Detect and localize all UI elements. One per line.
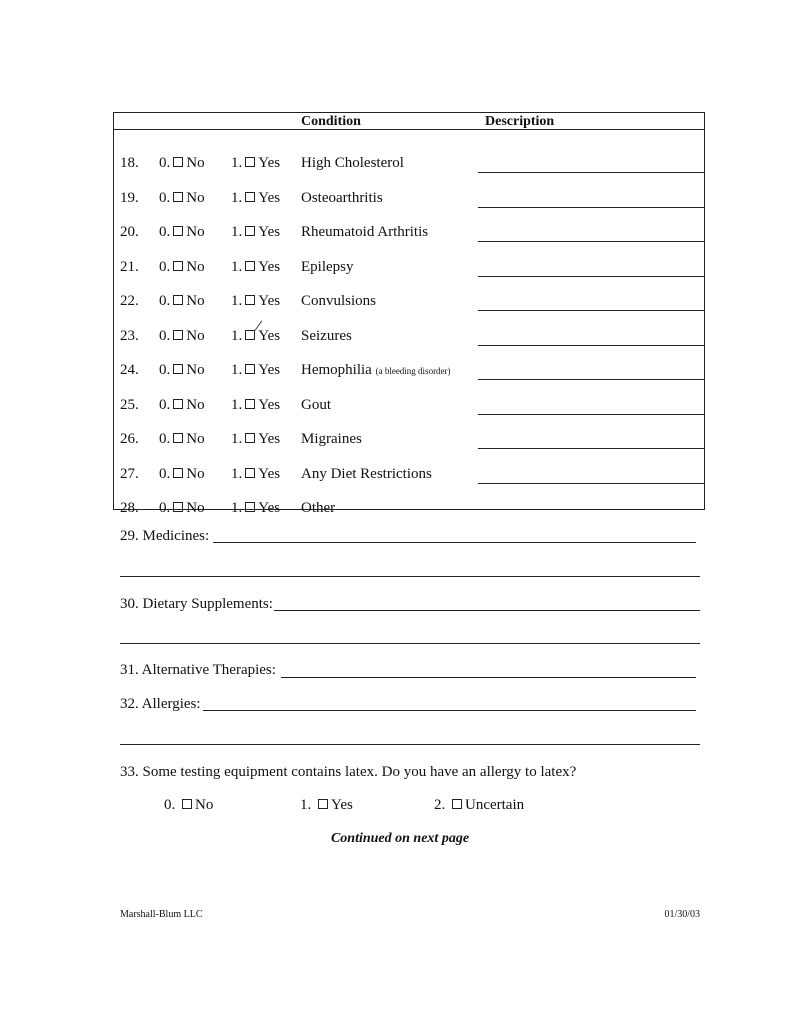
condition-table <box>113 112 705 516</box>
no-label: No <box>186 189 205 206</box>
no-label: No <box>186 155 205 171</box>
no-option[interactable] <box>159 500 205 517</box>
condition-name <box>301 190 383 207</box>
latex-uncertain-prefix: 2. <box>434 797 446 813</box>
footer-company: Marshall-Blum LLC <box>120 909 203 920</box>
row-number: 24. <box>120 362 139 378</box>
condition-name <box>301 155 404 172</box>
yes-prefix: 1. <box>231 155 243 171</box>
no-label: No <box>186 500 205 516</box>
description-line[interactable] <box>478 345 704 346</box>
yes-checkbox[interactable] <box>245 364 255 374</box>
condition-text: Gout <box>301 396 331 413</box>
no-label: No <box>186 258 205 275</box>
condition-text: Convulsions <box>301 293 377 309</box>
no-option[interactable] <box>159 293 205 310</box>
no-option[interactable] <box>159 190 205 207</box>
condition-name <box>301 362 451 379</box>
condition-text: Rheumatoid Arthritis <box>301 224 429 240</box>
no-label: No <box>186 431 205 447</box>
yes-option[interactable] <box>231 466 280 483</box>
latex-option-yes[interactable] <box>300 797 353 814</box>
no-label: No <box>186 327 205 344</box>
medicines-label: 29. Medicines: <box>120 528 210 544</box>
yes-option[interactable] <box>231 431 280 448</box>
yes-option[interactable] <box>231 362 280 379</box>
allergies-line-2[interactable] <box>120 744 700 745</box>
therapies-label: 31. Alternative Therapies: <box>120 662 276 678</box>
yes-option[interactable] <box>231 155 280 172</box>
description-line[interactable] <box>478 483 704 484</box>
condition-text: Migraines <box>301 431 362 447</box>
yes-label: Yes <box>258 396 281 413</box>
yes-label: Yes <box>258 465 281 482</box>
yes-option[interactable] <box>231 397 280 414</box>
no-checkbox[interactable] <box>173 364 183 374</box>
row-number: 21. <box>120 258 139 275</box>
supplements-line-2[interactable] <box>120 643 700 644</box>
yes-prefix: 1. <box>231 189 243 206</box>
row-number: 25. <box>120 396 139 413</box>
row-number: 18. <box>120 155 139 171</box>
yes-prefix: 1. <box>231 224 243 240</box>
condition-name <box>301 293 376 310</box>
latex-yes-checkbox[interactable] <box>318 799 328 809</box>
condition-text: Hemophilia <box>301 362 372 378</box>
description-line[interactable] <box>478 310 704 311</box>
yes-label: Yes <box>258 327 281 344</box>
description-line[interactable] <box>478 379 704 380</box>
no-checkbox[interactable] <box>173 468 183 478</box>
no-option[interactable] <box>159 397 205 414</box>
yes-option[interactable] <box>231 224 280 241</box>
yes-prefix: 1. <box>231 396 243 413</box>
latex-option-uncertain[interactable] <box>434 797 524 814</box>
no-option[interactable] <box>159 224 205 241</box>
yes-label: Yes <box>258 155 281 171</box>
row-number: 26. <box>120 431 139 447</box>
description-line[interactable] <box>478 414 704 415</box>
no-prefix: 0. <box>159 258 171 275</box>
row-number: 20. <box>120 224 139 240</box>
condition-name <box>301 397 331 414</box>
condition-text: High Cholesterol <box>301 155 404 171</box>
condition-row <box>114 424 704 458</box>
condition-row <box>114 390 704 424</box>
no-checkbox[interactable] <box>173 192 183 202</box>
description-line[interactable] <box>478 207 704 208</box>
no-prefix: 0. <box>159 327 171 344</box>
no-option[interactable] <box>159 328 205 345</box>
latex-no-label: No <box>195 797 214 813</box>
yes-checkbox[interactable] <box>245 192 255 202</box>
yes-prefix: 1. <box>231 500 243 516</box>
condition-name <box>301 500 335 517</box>
yes-label: Yes <box>258 431 281 447</box>
condition-row <box>114 252 704 286</box>
row-number: 22. <box>120 293 139 309</box>
no-label: No <box>186 465 205 482</box>
no-prefix: 0. <box>159 362 171 378</box>
condition-text: Epilepsy <box>301 258 354 275</box>
continued-note: Continued on next page <box>330 831 470 846</box>
condition-row <box>114 148 704 182</box>
latex-option-no[interactable] <box>164 797 213 814</box>
yes-checkbox[interactable] <box>245 433 255 443</box>
description-header: Description <box>485 114 555 129</box>
header-divider <box>114 129 704 130</box>
no-checkbox[interactable] <box>173 433 183 443</box>
condition-row <box>114 321 704 355</box>
no-prefix: 0. <box>159 189 171 206</box>
yes-checkbox[interactable] <box>245 261 255 271</box>
condition-text: Seizures <box>301 327 352 344</box>
no-option[interactable] <box>159 466 205 483</box>
no-checkbox[interactable] <box>173 399 183 409</box>
footer-date: 01/30/03 <box>664 909 700 920</box>
condition-text: Any Diet Restrictions <box>301 465 432 482</box>
yes-checkbox[interactable] <box>245 399 255 409</box>
yes-label: Yes <box>258 500 281 516</box>
allergies-label: 32. Allergies: <box>120 696 201 712</box>
no-prefix: 0. <box>159 224 171 240</box>
no-checkbox[interactable] <box>173 261 183 271</box>
description-line[interactable] <box>478 276 704 277</box>
latex-question: 33. Some testing equipment contains latex. Do you have an allergy to latex? <box>120 764 577 780</box>
yes-label: Yes <box>258 258 281 275</box>
yes-label: Yes <box>258 189 281 206</box>
condition-name <box>301 224 428 241</box>
no-checkbox[interactable] <box>173 330 183 340</box>
yes-option[interactable] <box>231 259 280 276</box>
yes-option[interactable] <box>231 293 280 310</box>
yes-label: Yes <box>258 224 281 240</box>
no-label: No <box>186 396 205 413</box>
yes-checkbox[interactable] <box>245 226 255 236</box>
condition-row <box>114 286 704 320</box>
condition-row <box>114 217 704 251</box>
condition-row <box>114 459 704 493</box>
condition-text: Other <box>301 500 336 516</box>
row-number: 28. <box>120 500 139 516</box>
no-prefix: 0. <box>159 155 171 171</box>
condition-name <box>301 466 432 483</box>
yes-checkbox[interactable] <box>245 468 255 478</box>
no-option[interactable] <box>159 259 205 276</box>
yes-option[interactable] <box>231 500 280 517</box>
yes-checkbox[interactable] <box>245 330 255 340</box>
no-option[interactable] <box>159 431 205 448</box>
no-checkbox[interactable] <box>173 295 183 305</box>
yes-label: Yes <box>258 293 281 309</box>
supplements-line-1[interactable] <box>274 610 700 611</box>
condition-text: Osteoarthritis <box>301 189 383 206</box>
yes-prefix: 1. <box>231 431 243 447</box>
condition-row <box>114 493 704 527</box>
yes-prefix: 1. <box>231 258 243 275</box>
row-number: 19. <box>120 189 139 206</box>
supplements-label: 30. Dietary Supplements: <box>120 596 273 612</box>
no-checkbox[interactable] <box>173 226 183 236</box>
no-label: No <box>186 293 205 309</box>
condition-name <box>301 259 354 276</box>
no-checkbox[interactable] <box>173 502 183 512</box>
latex-no-prefix: 0. <box>164 797 176 813</box>
no-option[interactable] <box>159 362 205 379</box>
yes-prefix: 1. <box>231 293 243 309</box>
yes-option[interactable] <box>231 190 280 207</box>
medicines-line-1[interactable] <box>213 542 696 543</box>
yes-checkbox[interactable] <box>245 295 255 305</box>
description-line[interactable] <box>478 172 704 173</box>
condition-row <box>114 183 704 217</box>
description-line[interactable] <box>478 448 704 449</box>
no-prefix: 0. <box>159 396 171 413</box>
no-checkbox[interactable] <box>173 157 183 167</box>
yes-prefix: 1. <box>231 465 243 482</box>
no-prefix: 0. <box>159 431 171 447</box>
condition-row <box>114 355 704 389</box>
row-number: 23. <box>120 327 139 344</box>
latex-uncertain-checkbox[interactable] <box>452 799 462 809</box>
no-label: No <box>186 224 205 240</box>
yes-prefix: 1. <box>231 362 243 378</box>
row-number: 27. <box>120 465 139 482</box>
no-prefix: 0. <box>159 465 171 482</box>
condition-name <box>301 431 362 448</box>
condition-note: (a bleeding disorder) <box>375 366 451 376</box>
no-prefix: 0. <box>159 293 171 309</box>
description-line[interactable] <box>478 241 704 242</box>
latex-yes-label: Yes <box>331 797 353 813</box>
latex-no-checkbox[interactable] <box>182 799 192 809</box>
medicines-line-2[interactable] <box>120 576 700 577</box>
latex-uncertain-label: Uncertain <box>465 797 525 813</box>
no-option[interactable] <box>159 155 205 172</box>
no-label: No <box>186 362 205 378</box>
condition-name <box>301 328 352 345</box>
yes-checkbox[interactable] <box>245 502 255 512</box>
yes-checkbox[interactable] <box>245 157 255 167</box>
therapies-line[interactable] <box>281 677 696 678</box>
yes-prefix: 1. <box>231 327 243 344</box>
latex-yes-prefix: 1. <box>300 797 312 813</box>
condition-header: Condition <box>301 114 361 129</box>
allergies-line-1[interactable] <box>203 710 696 711</box>
no-prefix: 0. <box>159 500 171 516</box>
yes-label: Yes <box>258 362 281 378</box>
